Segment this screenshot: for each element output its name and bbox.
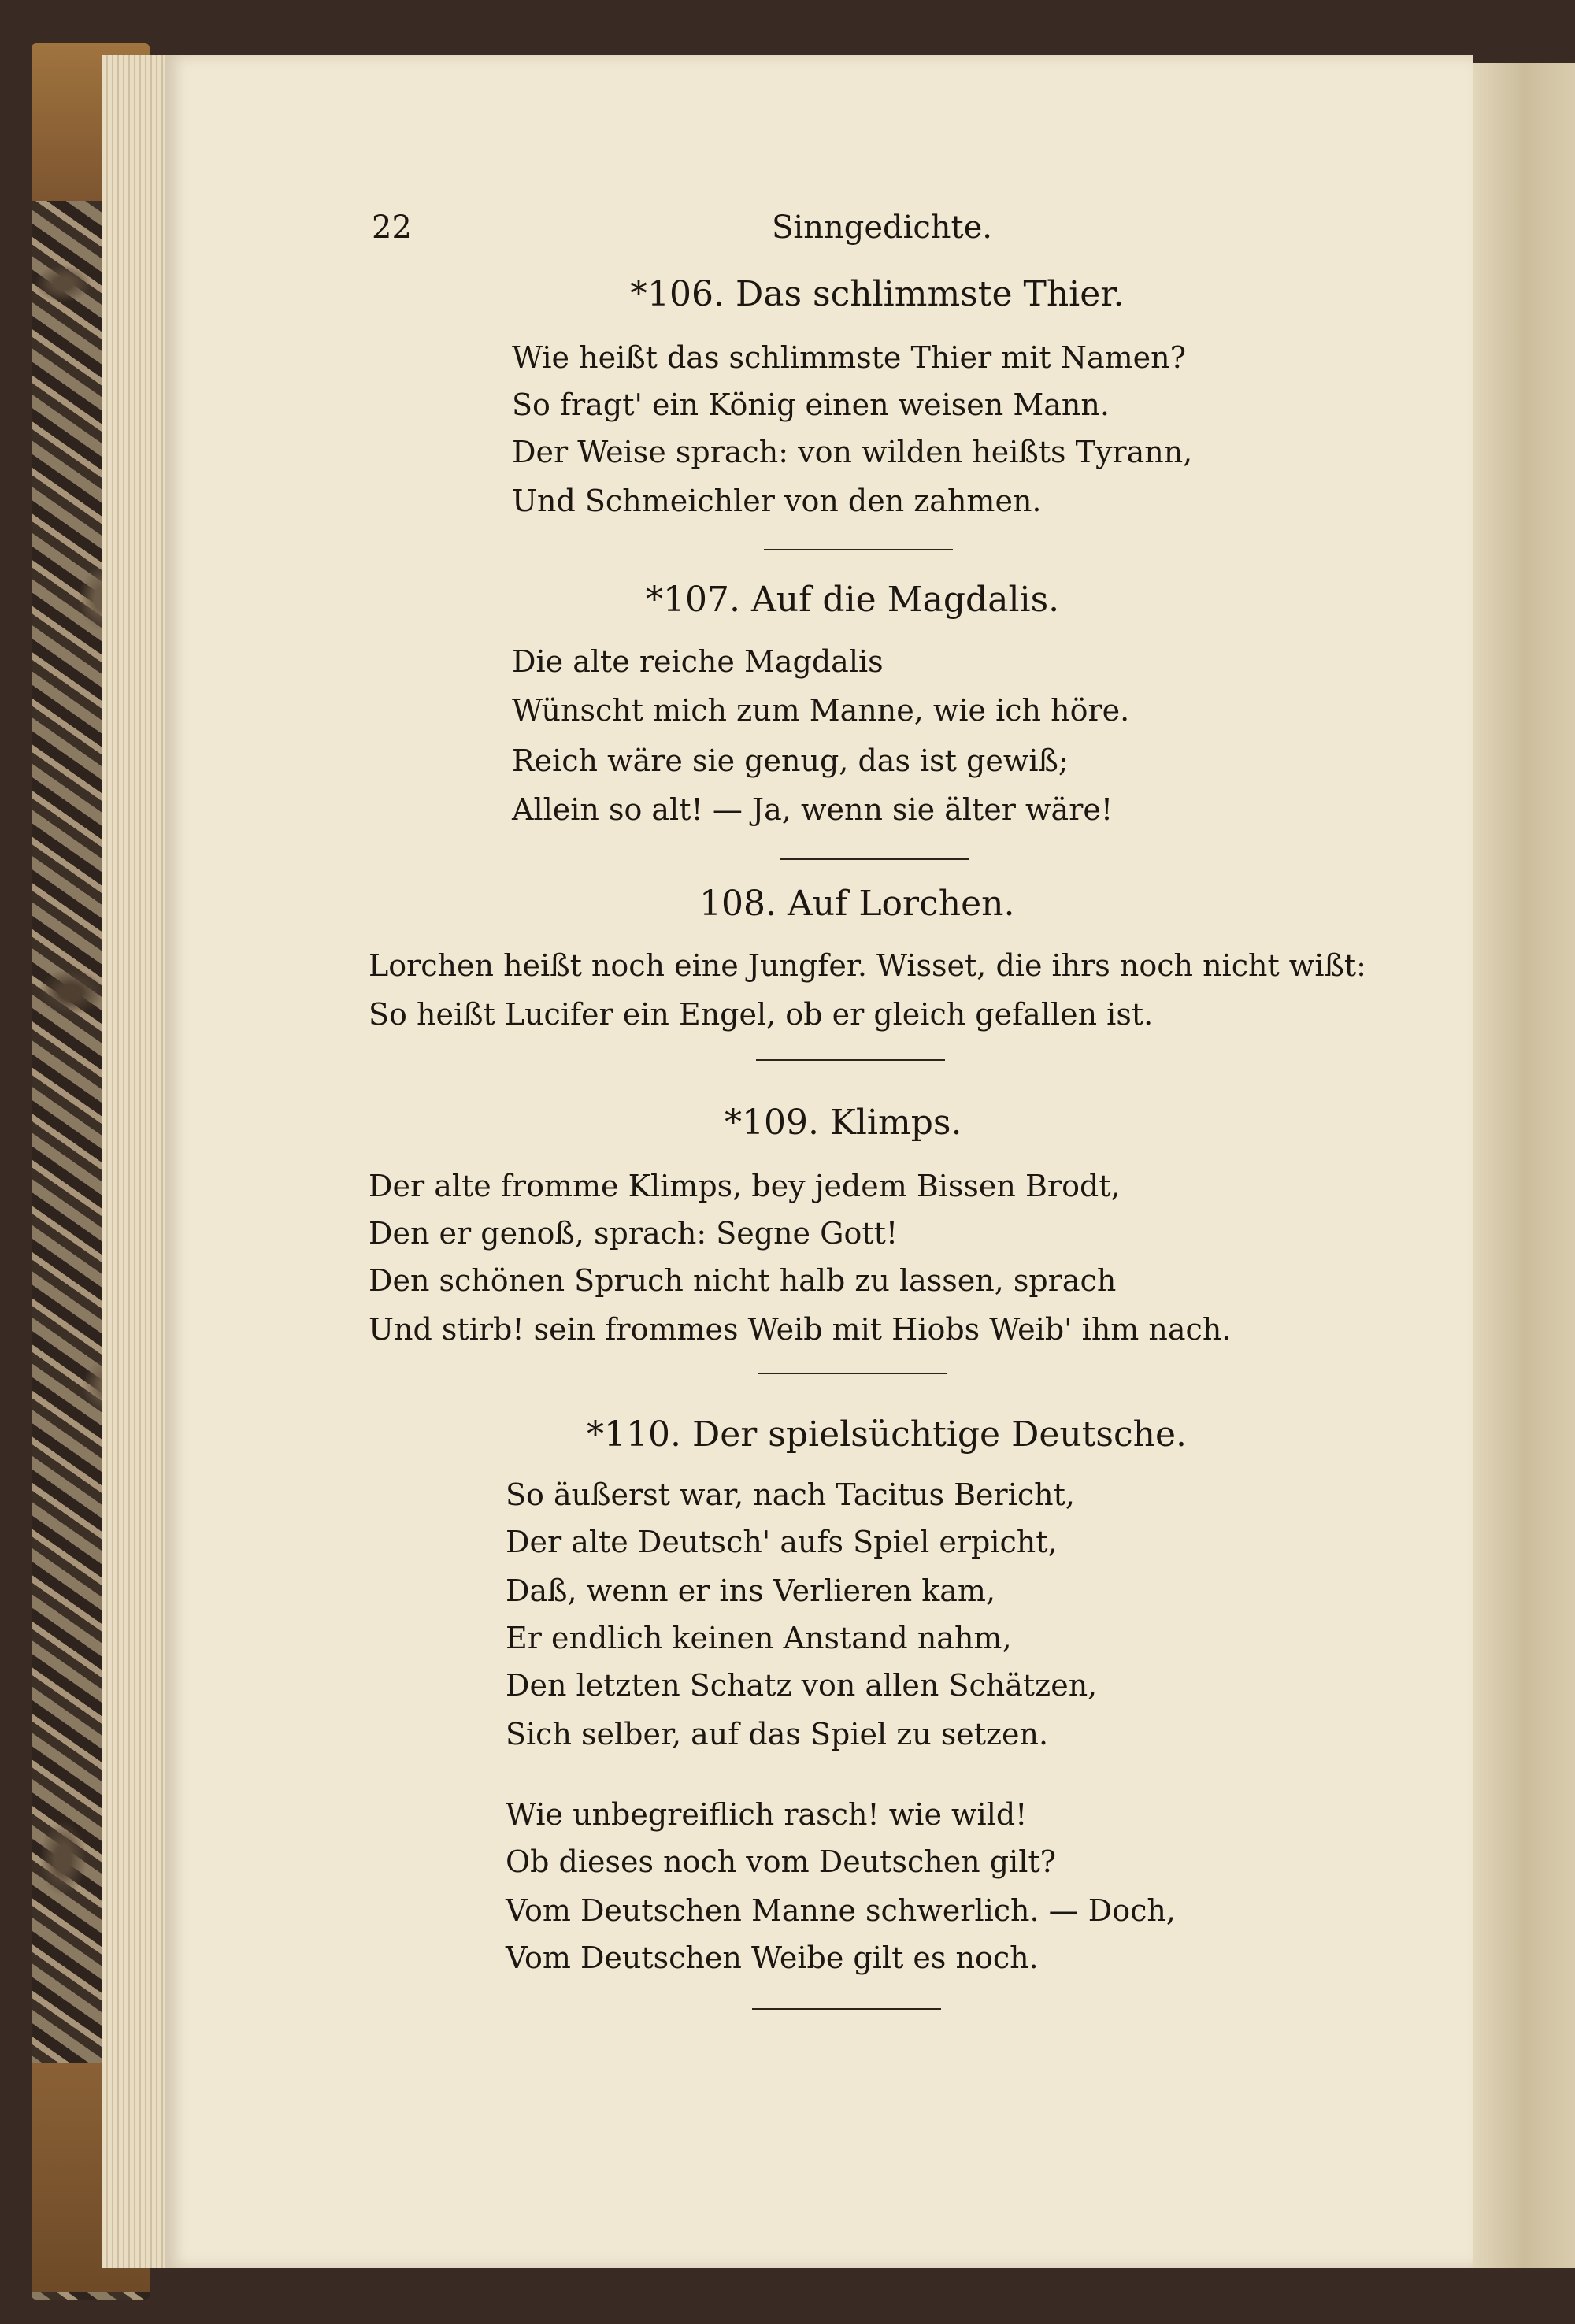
poem-title: *107. Auf die Magdalis.	[646, 580, 1060, 620]
poem-line: Der alte fromme Klimps, bey jedem Bissen Brodt,	[369, 1169, 1121, 1203]
section-divider	[752, 2008, 941, 2010]
section-divider	[764, 549, 953, 550]
poem-line: Die alte reiche Magdalis	[512, 644, 884, 679]
poem-line: Den er genoß, sprach: Segne Gott!	[369, 1216, 899, 1251]
facing-page-edge	[1473, 63, 1575, 2268]
poem-line: Ob dieses noch vom Deutschen gilt?	[506, 1844, 1057, 1879]
section-divider	[758, 1373, 947, 1374]
poem-line: Reich wäre sie genug, das ist gewiß;	[512, 743, 1069, 778]
poem-line: Den schönen Spruch nicht halb zu lassen, sprach	[369, 1263, 1117, 1298]
poem-line: So heißt Lucifer ein Engel, ob er gleich gefallen ist.	[369, 997, 1154, 1032]
poem-line: Vom Deutschen Manne schwerlich. — Doch,	[506, 1893, 1176, 1928]
poem-line: So äußerst war, nach Tacitus Bericht,	[506, 1477, 1075, 1512]
poem-line: Den letzten Schatz von allen Schätzen,	[506, 1668, 1098, 1703]
poem-line: So fragt' ein König einen weisen Mann.	[512, 387, 1110, 422]
section-divider	[780, 858, 969, 860]
poem-line: Er endlich keinen Anstand nahm,	[506, 1621, 1012, 1655]
poem-line: Wie heißt das schlimmste Thier mit Namen?	[512, 340, 1187, 375]
running-head: Sinngedichte.	[772, 209, 993, 246]
poem-line: Sich selber, auf das Spiel zu setzen.	[506, 1717, 1049, 1751]
poem-line: Und Schmeichler von den zahmen.	[512, 484, 1042, 518]
poem-line: Der alte Deutsch' aufs Spiel erpicht,	[506, 1525, 1058, 1559]
poem-title: *106. Das schlimmste Thier.	[630, 274, 1125, 314]
poem-title: *110. Der spielsüchtige Deutsche.	[587, 1414, 1187, 1455]
poem-line: Wie unbegreiflich rasch! wie wild!	[506, 1797, 1028, 1832]
poem-line: Lorchen heißt noch eine Jungfer. Wisset, die ihrs noch nicht wißt:	[369, 948, 1366, 983]
poem-title: 108. Auf Lorchen.	[699, 884, 1015, 924]
poem-line: Wünscht mich zum Manne, wie ich höre.	[512, 693, 1130, 728]
poem-line: Und stirb! sein frommes Weib mit Hiobs Weib' ihm nach.	[369, 1312, 1232, 1347]
poem-line: Daß, wenn er ins Verlieren kam,	[506, 1573, 996, 1608]
poem-title: *109. Klimps.	[724, 1103, 962, 1143]
poem-line: Der Weise sprach: von wilden heißts Tyrann,	[512, 435, 1193, 469]
page-number: 22	[372, 209, 412, 246]
poem-line: Allein so alt! — Ja, wenn sie älter wäre!	[512, 792, 1114, 827]
section-divider	[756, 1059, 945, 1061]
poem-line: Vom Deutschen Weibe gilt es noch.	[506, 1940, 1039, 1975]
